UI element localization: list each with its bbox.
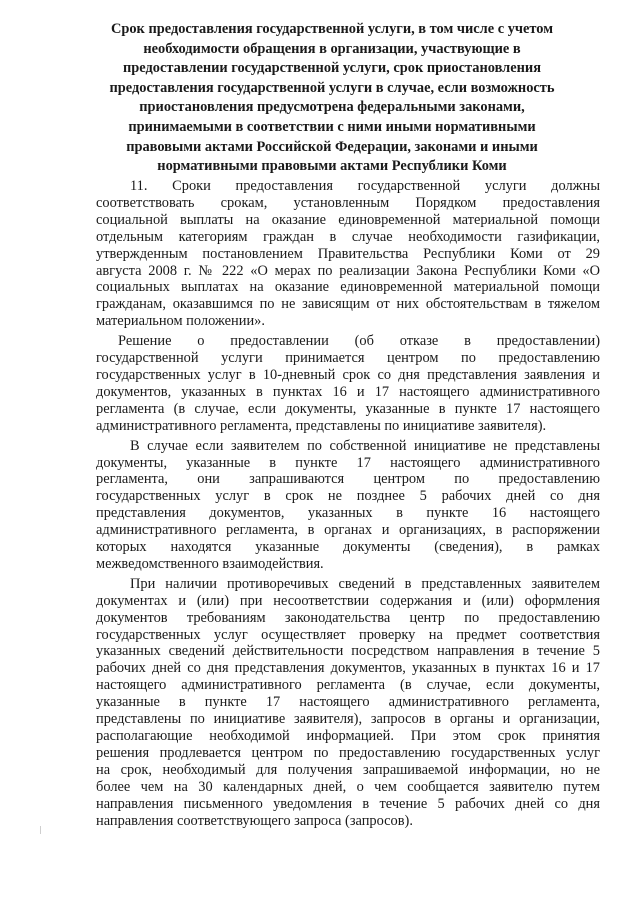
text-line: 11. Сроки предоставления государственной услуги должны bbox=[130, 178, 600, 194]
text-line: направления соответствующего запроса (запросов). bbox=[96, 812, 413, 829]
text-line: указанных сведений действительности посредством направления в течение 5 bbox=[96, 643, 600, 660]
text-line: рабочих дней со дня представления документов, указанных в пунктах 16 и 17 bbox=[96, 660, 600, 677]
text-line: располагающие необходимой информацией. При этом срок принятия bbox=[96, 728, 600, 744]
text-line: направления письменного уведомления в течение 5 рабочих дней со дня bbox=[96, 795, 600, 812]
text-line: государственной услуги принимается центром по предоставлению bbox=[96, 350, 600, 367]
text-line: указанные в пункте 17 настоящего административного регламента, bbox=[96, 694, 600, 711]
document-body bbox=[96, 178, 600, 829]
heading-line: предоставления государственной услуги в случае, если возможность bbox=[109, 79, 555, 96]
section-heading bbox=[96, 20, 568, 177]
text-line: регламента, они запрашиваются центром по предоставлению bbox=[96, 471, 600, 488]
text-line: утвержденным постановлением Правительства Республики Коми от 29 bbox=[96, 245, 600, 262]
text-line: документы, указанные в пункте 17 настоящего административного bbox=[96, 454, 600, 471]
text-line: решения продлевается центром по предоставлению государственных услуг bbox=[96, 744, 600, 761]
text-line: соответствовать срокам, установленным Порядком предоставления bbox=[96, 194, 600, 211]
text-line: настоящего административного регламента (в случае, если документы, bbox=[96, 677, 600, 694]
paragraph-item-11 bbox=[96, 178, 600, 330]
heading-line: правовыми актами Российской Федерации, законами и иными bbox=[126, 138, 538, 155]
text-line: При наличии противоречивых сведений в представленных заявителем bbox=[130, 575, 600, 592]
text-line: более чем на 30 календарных дней, о чем сообщается заявителю путем bbox=[96, 778, 600, 795]
text-line: документов, указанных в пунктах 16 и 17 настоящего административного bbox=[96, 383, 600, 400]
text-line: В случае если заявителем по собственной инициативе не представлены bbox=[130, 437, 600, 454]
text-line: государственных услуг в 10-дневный срок со дня представления заявления и bbox=[96, 366, 600, 383]
heading-line: принимаемыми в соответствии с ними иными нормативными bbox=[128, 118, 536, 135]
heading-line: предоставлении государственной услуги, срок приостановления bbox=[123, 60, 541, 77]
text-line: социальных выплатах на оказание единовременной материальной помощи bbox=[96, 279, 600, 296]
text-line: августа 2008 г. № 222 «О мерах по реализации Закона Республики Коми «О bbox=[96, 262, 600, 279]
text-line: государственных услуг в срок не позднее 5 рабочих дней со дня bbox=[96, 488, 600, 505]
paragraph-verification bbox=[96, 576, 600, 830]
heading-line: необходимости обращения в организации, участвующие в bbox=[143, 40, 521, 57]
text-line: представления документов, указанных в пункте 16 настоящего bbox=[96, 505, 600, 522]
paragraph-decision bbox=[96, 333, 600, 434]
scan-margin-mark bbox=[40, 826, 41, 834]
text-line: административного регламента, в органах и организациях, в распоряжении bbox=[96, 522, 600, 539]
text-line: документах и (или) при несоответствии содержания и (или) оформления bbox=[96, 592, 600, 609]
text-line: материальном положении». bbox=[96, 313, 265, 330]
text-line: Решение о предоставлении (об отказе в предоставлении) bbox=[118, 333, 600, 350]
text-line: документов требованиям законодательства центр по предоставлению bbox=[96, 609, 600, 626]
text-line: гражданам, оказавшимся по не зависящим от них обстоятельствам в тяжелом bbox=[96, 296, 600, 313]
heading-line: Срок предоставления государственной услуги, в том числе с учетом bbox=[110, 21, 554, 37]
text-line: регламента (в случае, если документы, указанные в пункте 17 настоящего bbox=[96, 400, 600, 417]
paragraph-requests bbox=[96, 438, 600, 573]
heading-line: нормативными правовыми актами Республики Коми bbox=[157, 158, 507, 175]
text-line: представлены по инициативе заявителя), запросов в органы и организации, bbox=[96, 711, 600, 728]
text-line: которых находятся указанные документы (сведения), в рамках bbox=[96, 539, 600, 556]
text-line: социальной выплаты на оказание единовременной материальной помощи bbox=[96, 211, 600, 228]
text-line: межведомственного взаимодействия. bbox=[96, 555, 324, 572]
heading-line: приостановления предусмотрена федеральными законами, bbox=[139, 99, 525, 116]
text-line: отдельным категориям граждан в случае необходимости газификации, bbox=[96, 228, 600, 245]
text-line: административного регламента, представлены по инициативе заявителя). bbox=[96, 417, 547, 434]
text-line: государственных услуг осуществляет проверку на предмет соответствия bbox=[96, 626, 600, 643]
text-line: на срок, необходимый для получения запрашиваемой информации, но не bbox=[96, 761, 600, 778]
